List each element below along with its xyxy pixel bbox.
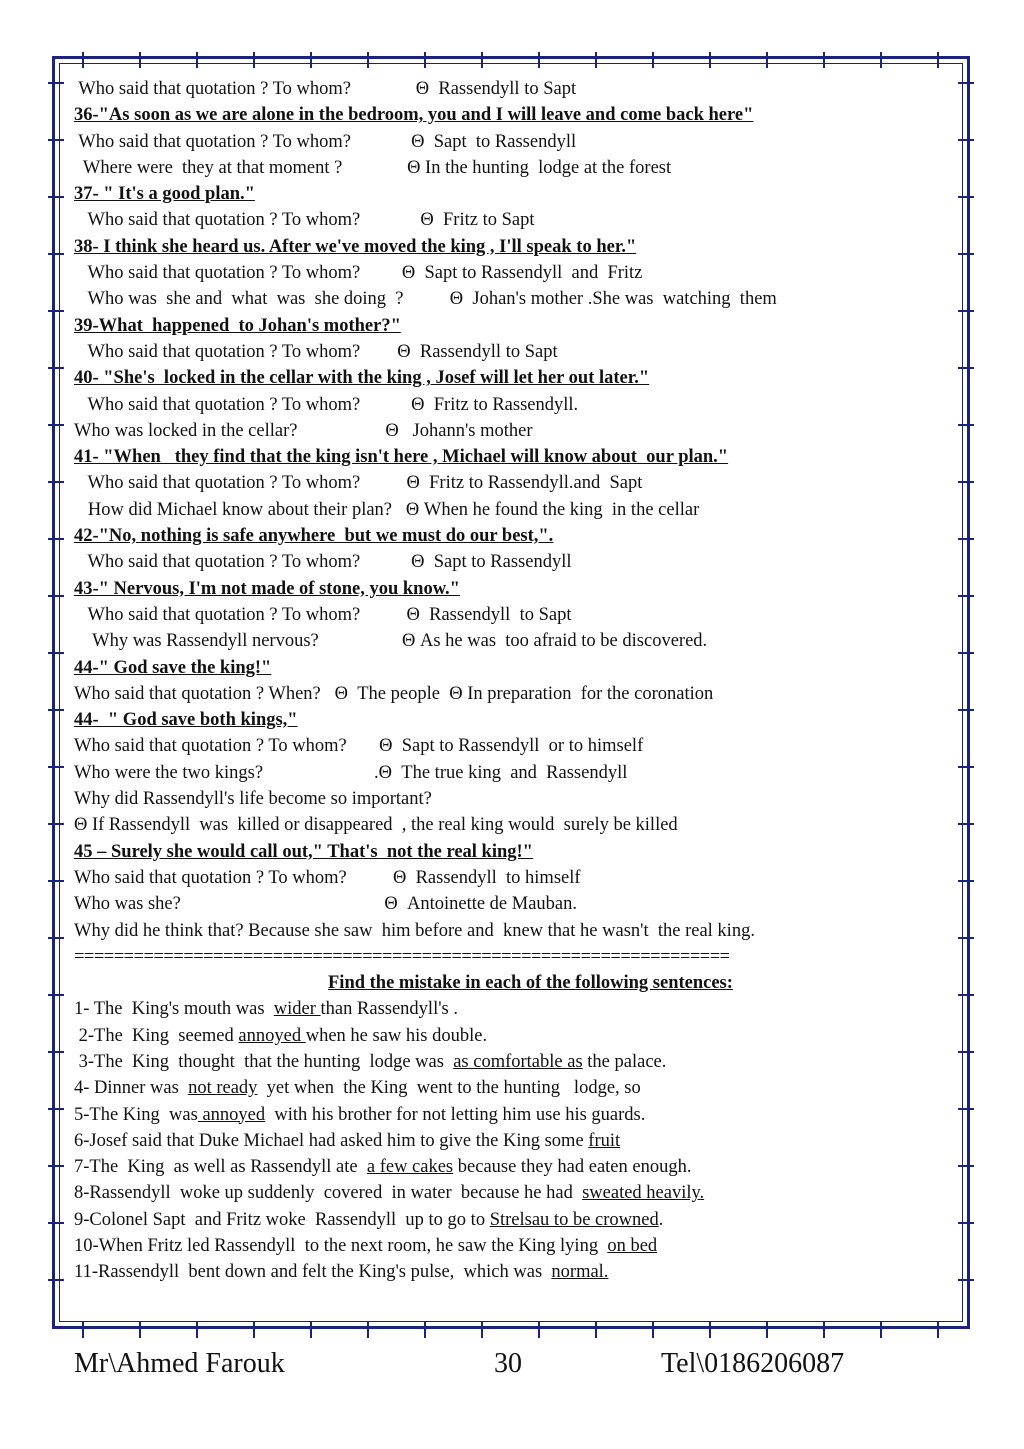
border-tick: [958, 709, 974, 711]
border-tick: [48, 196, 64, 198]
border-tick: [958, 1165, 974, 1167]
sentence-underlined-part: as comfortable as: [453, 1051, 583, 1072]
border-tick: [958, 937, 974, 939]
border-tick: [958, 652, 974, 654]
separator-line: ==================================================================: [74, 946, 730, 967]
sentence-before-part: 9-Colonel Sapt and Fritz woke Rassendyll up to go to: [74, 1209, 490, 1230]
page-content: [74, 76, 944, 1286]
border-tick: [958, 880, 974, 882]
border-tick: [481, 52, 483, 68]
border-tick: [48, 310, 64, 312]
sentence-underlined-part: annoyed: [238, 1025, 306, 1046]
sentence-after-part: when he saw his double.: [305, 1025, 488, 1046]
answer-line: Θ If Rassendyll was killed or disappeared , the real king would surely be killed: [74, 815, 678, 836]
sentence-after-part: with his brother for not letting him use his guards.: [265, 1104, 646, 1125]
mistake-sentence: [74, 1154, 944, 1180]
answer-line: Who said that quotation ? To whom? Θ Fritz to Rassendyll.and Sapt: [74, 473, 643, 494]
border-tick: [253, 52, 255, 68]
mistake-sentence: [74, 1075, 944, 1101]
border-tick: [958, 1279, 974, 1281]
border-tick: [958, 481, 974, 483]
border-tick: [823, 52, 825, 68]
sentence-before-part: 2-The King seemed: [74, 1025, 239, 1046]
mistake-sentence: [74, 1023, 944, 1049]
border-tick: [48, 1108, 64, 1110]
border-tick: [766, 1322, 768, 1338]
border-tick: [48, 766, 64, 768]
border-tick: [48, 139, 64, 141]
border-tick: [652, 1322, 654, 1338]
border-tick: [367, 1322, 369, 1338]
answer-line: Who said that quotation ? To whom? Θ Fritz to Rassendyll.: [74, 394, 579, 415]
sentence-underlined-part: a few cakes: [366, 1157, 454, 1178]
border-tick: [48, 1222, 64, 1224]
border-tick: [424, 52, 426, 68]
border-tick: [958, 310, 974, 312]
mistake-sentence: [74, 1128, 944, 1154]
footer-author: Mr\Ahmed Farouk: [74, 1348, 285, 1379]
border-tick: [48, 823, 64, 825]
quotation-line: 37- " It's a good plan.": [74, 184, 255, 205]
mistake-sentence: [74, 1049, 944, 1075]
border-tick: [709, 52, 711, 68]
answer-line: How did Michael know about their plan? Θ When he found the king in the cellar: [74, 499, 700, 520]
quotation-line: 38- I think she heard us. After we've moved the king , I'll speak to her.": [74, 236, 637, 257]
border-tick: [48, 538, 64, 540]
mistake-sentence: [74, 1102, 944, 1128]
border-tick: [880, 1322, 882, 1338]
sentence-underlined-part: not ready: [188, 1078, 258, 1099]
answer-line: Who was she? Θ Antoinette de Mauban.: [74, 894, 578, 915]
border-tick: [48, 994, 64, 996]
mistake-sentence: [74, 1233, 944, 1259]
border-tick: [139, 1322, 141, 1338]
border-tick: [48, 82, 64, 84]
border-tick: [709, 1322, 711, 1338]
answer-line: Who said that quotation ? To whom? Θ Fritz to Sapt: [74, 210, 535, 231]
sentence-before-part: 8-Rassendyll woke up suddenly covered in water because he had: [74, 1183, 583, 1204]
border-tick: [538, 1322, 540, 1338]
border-tick: [48, 595, 64, 597]
sentence-after-part: because they had eaten enough.: [453, 1157, 692, 1178]
quotation-line: 43-" Nervous, I'm not made of stone, you know.": [74, 578, 460, 599]
answer-line: Who was she and what was she doing ? Θ Johan's mother .She was watching them: [74, 289, 777, 310]
sentence-underlined-part: annoyed: [197, 1104, 266, 1125]
border-tick: [958, 994, 974, 996]
answer-line: Who said that quotation ? To whom? Θ Sapt to Rassendyll and Fritz: [74, 263, 643, 284]
border-tick: [367, 52, 369, 68]
answer-line: Why was Rassendyll nervous? Θ As he was too afraid to be discovered.: [74, 631, 708, 652]
border-tick: [48, 1279, 64, 1281]
border-tick: [958, 823, 974, 825]
border-tick: [48, 937, 64, 939]
border-tick: [958, 253, 974, 255]
sentence-after-part: .: [658, 1209, 664, 1230]
mistake-sentence: [74, 1180, 944, 1206]
sentence-underlined-part: sweated heavily.: [582, 1183, 705, 1204]
border-tick: [48, 481, 64, 483]
sentence-before-part: 1- The King's mouth was: [74, 999, 274, 1020]
border-tick: [958, 766, 974, 768]
sentence-underlined-part: normal.: [551, 1262, 609, 1283]
border-tick: [958, 1222, 974, 1224]
border-tick: [48, 1165, 64, 1167]
border-tick: [958, 82, 974, 84]
sentence-before-part: 7-The King as well as Rassendyll ate: [74, 1157, 367, 1178]
border-tick: [310, 1322, 312, 1338]
border-tick: [595, 52, 597, 68]
answer-line: Who said that quotation ? To whom? Θ Rassendyll to Sapt: [74, 341, 558, 362]
sentence-after-part: yet when the King went to the hunting lodge, so: [257, 1078, 641, 1099]
quotation-line: 42-"No, nothing is safe anywhere but we must do our best,".: [74, 526, 554, 547]
border-tick: [48, 424, 64, 426]
answer-line: Who said that quotation ? To whom? Θ Rassendyll to Sapt: [74, 79, 577, 99]
page-number: 30: [494, 1348, 522, 1379]
answer-line: Who said that quotation ? To whom? Θ Rassendyll to himself: [74, 867, 581, 888]
border-tick: [48, 709, 64, 711]
sentence-after-part: than Rassendyll's .: [320, 999, 458, 1020]
answer-line: Who said that quotation ? To whom? Θ Rassendyll to Sapt: [74, 604, 572, 625]
border-tick: [481, 1322, 483, 1338]
answer-line: Who said that quotation ? To whom? Θ Sapt to Rassendyll or to himself: [74, 736, 644, 757]
border-tick: [48, 880, 64, 882]
border-tick: [48, 1051, 64, 1053]
border-tick: [958, 139, 974, 141]
border-tick: [196, 52, 198, 68]
quotation-line: 41- "When they find that the king isn't here , Michael will know about our plan.": [74, 447, 729, 468]
border-tick: [958, 367, 974, 369]
sentence-before-part: 6-Josef said that Duke Michael had asked him to give the King some: [74, 1130, 589, 1151]
sentence-underlined-part: wider: [273, 999, 321, 1020]
border-tick: [424, 1322, 426, 1338]
border-tick: [595, 1322, 597, 1338]
border-tick: [538, 52, 540, 68]
border-tick: [310, 52, 312, 68]
sentence-underlined-part: on bed: [607, 1236, 658, 1257]
border-tick: [652, 52, 654, 68]
answer-line: Why did Rassendyll's life become so important?: [74, 789, 432, 810]
quotation-line: 39-What happened to Johan's mother?": [74, 315, 401, 336]
footer-phone: Tel\0186206087: [661, 1348, 845, 1379]
quotation-line: 44-" God save the king!": [74, 657, 272, 678]
border-tick: [958, 1051, 974, 1053]
page-footer: [0, 1348, 1024, 1388]
border-tick: [958, 538, 974, 540]
border-tick: [48, 367, 64, 369]
sentence-underlined-part: Strelsau to be crowned: [489, 1209, 659, 1230]
answer-line: Who said that quotation ? To whom? Θ Sapt to Rassendyll: [74, 552, 572, 573]
quotation-line: 40- "She's locked in the cellar with the king , Josef will let her out later.": [74, 368, 650, 389]
sentence-before-part: 11-Rassendyll bent down and felt the King's pulse, which was: [74, 1262, 552, 1283]
sentence-before-part: 10-When Fritz led Rassendyll to the next room, he saw the King lying: [74, 1236, 608, 1257]
border-tick: [82, 1322, 84, 1338]
answer-line: Who was locked in the cellar? Θ Johann's mother: [74, 420, 533, 441]
border-tick: [48, 253, 64, 255]
mistake-sentence: [74, 1259, 944, 1285]
border-tick: [958, 196, 974, 198]
border-tick: [48, 652, 64, 654]
sentence-underlined-part: fruit: [588, 1130, 621, 1151]
mistakes-section: [74, 996, 944, 1285]
answer-line: Why did he think that? Because she saw him before and knew that he wasn't the real king.: [74, 920, 755, 941]
border-tick: [82, 52, 84, 68]
sentence-before-part: 5-The King was: [74, 1104, 198, 1125]
quotation-line: 44- " God save both kings,": [74, 710, 298, 731]
sentence-before-part: 3-The King thought that the hunting lodge was: [74, 1051, 454, 1072]
sentence-before-part: 4- Dinner was: [74, 1078, 189, 1099]
mistake-sentence: [74, 996, 944, 1022]
border-tick: [958, 1108, 974, 1110]
border-tick: [823, 1322, 825, 1338]
border-tick: [958, 424, 974, 426]
border-tick: [958, 595, 974, 597]
border-tick: [766, 52, 768, 68]
answer-line: Who were the two kings? .Θ The true king and Rassendyll: [74, 762, 628, 783]
answer-line: Where were they at that moment ? Θ In the hunting lodge at the forest: [74, 157, 672, 178]
quotation-line: 45 – Surely she would call out," That's not the real king!": [74, 841, 533, 862]
border-tick: [937, 52, 939, 68]
quotation-line: 36-"As soon as we are alone in the bedroom, you and I will leave and come back here": [74, 105, 754, 126]
answer-line: Who said that quotation ? To whom? Θ Sapt to Rassendyll: [74, 131, 577, 152]
mistakes-heading: Find the mistake in each of the following sentences:: [328, 973, 733, 994]
border-tick: [139, 52, 141, 68]
border-tick: [937, 1322, 939, 1338]
sentence-after-part: the palace.: [582, 1051, 667, 1072]
border-tick: [253, 1322, 255, 1338]
border-tick: [880, 52, 882, 68]
answer-line: Who said that quotation ? When? Θ The people Θ In preparation for the coronation: [74, 683, 714, 704]
qa-section: [74, 76, 944, 970]
mistake-sentence: [74, 1207, 944, 1233]
border-tick: [196, 1322, 198, 1338]
